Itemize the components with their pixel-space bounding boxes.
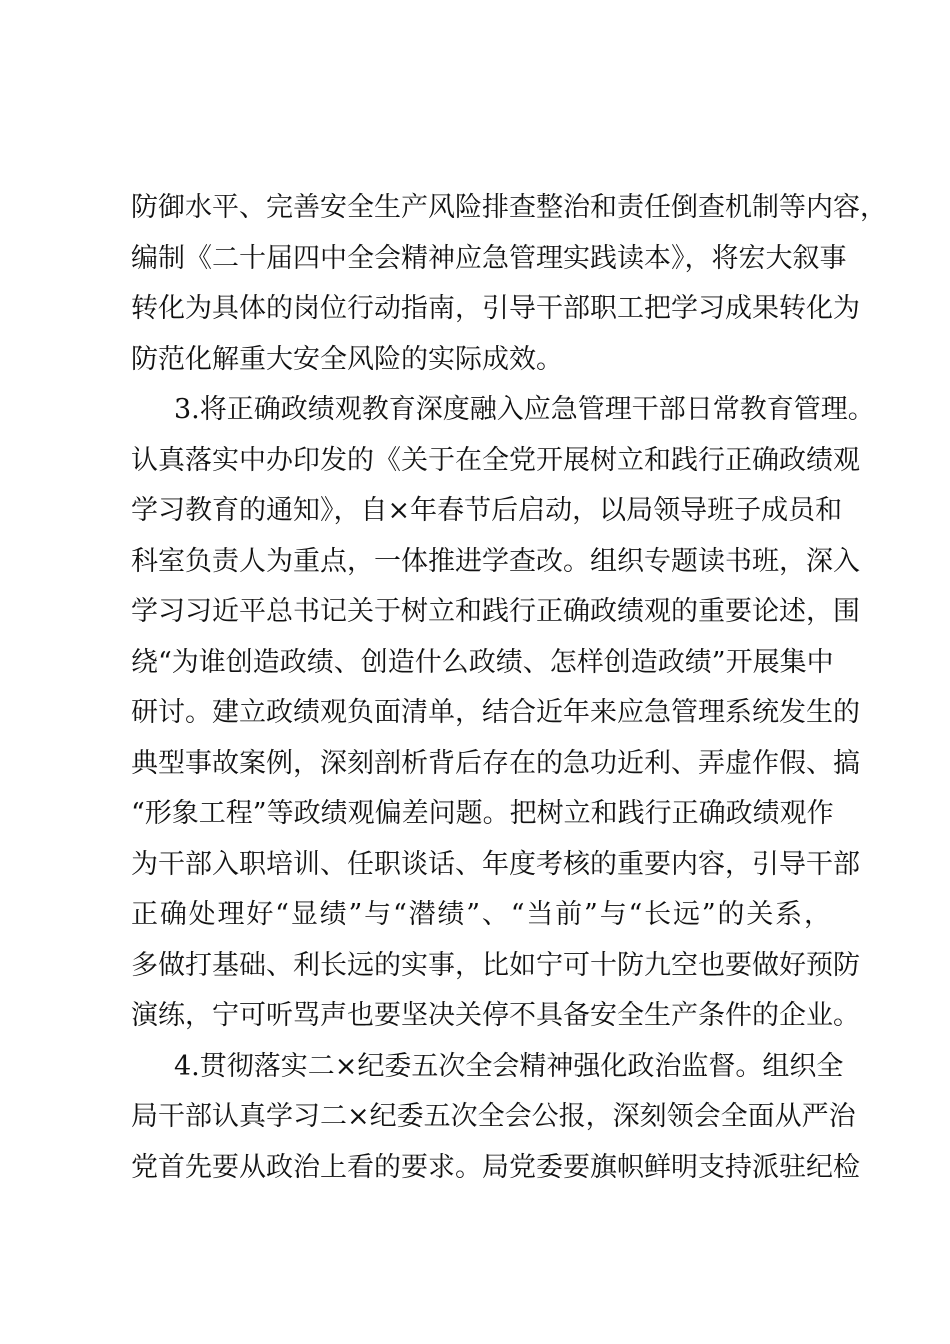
text-line: 编制《二十届四中全会精神应急管理实践读本》，将宏大叙事 xyxy=(131,242,847,274)
text-line: 正确处理好“显绩”与“潜绩”、“当前”与“长远”的关系， xyxy=(131,899,831,930)
text-line: 研讨。建立政绩观负面清单，结合近年来应急管理系统发生的 xyxy=(131,697,860,728)
text-line: 学习习近平总书记关于树立和践行正确政绩观的重要论述，围 xyxy=(131,596,860,627)
text-line: 防范化解重大安全风险的实际成效。 xyxy=(131,343,563,375)
text-line: 局干部认真学习二×纪委五次全会公报，深刻领会全面从严治 xyxy=(131,1101,856,1132)
text-line: 防御水平、完善安全生产风险排查整治和责任倒查机制等内容， xyxy=(131,192,887,223)
text-line: 认真落实中办印发的《关于在全党开展树立和践行正确政绩观 xyxy=(131,444,860,476)
text-line: 多做打基础、利长远的实事，比如宁可十防九空也要做好预防 xyxy=(131,949,860,981)
text-line: 科室负责人为重点，一体推进学查改。组织专题读书班，深入 xyxy=(131,545,860,577)
section-heading-line: 3.将正确政绩观教育深度融入应急管理干部日常教育管理。 xyxy=(174,394,875,425)
text-line: 转化为具体的岗位行动指南，引导干部职工把学习成果转化为 xyxy=(131,293,860,324)
text-line: 学习教育的通知》，自×年春节后启动，以局领导班子成员和 xyxy=(131,495,843,526)
text-line: 典型事故案例，深刻剖析背后存在的急功近利、弄虚作假、搞 xyxy=(131,747,860,779)
text-line: 党首先要从政治上看的要求。局党委要旗帜鲜明支持派驻纪检 xyxy=(131,1151,860,1183)
body-text xyxy=(131,183,887,1193)
text-line: 为干部入职培训、任职谈话、年度考核的重要内容，引导干部 xyxy=(131,848,860,880)
section-heading-line: 4.贯彻落实二×纪委五次全会精神强化政治监督。组织全 xyxy=(174,1050,844,1082)
text-line: 演练，宁可听骂声也要坚决关停不具备安全生产条件的企业。 xyxy=(131,1000,860,1031)
text-line: 绕“为谁创造政绩、创造什么政绩、怎样创造政绩”开展集中 xyxy=(131,646,834,678)
text-line: “形象工程”等政绩观偏差问题。把树立和践行正确政绩观作 xyxy=(131,798,834,829)
